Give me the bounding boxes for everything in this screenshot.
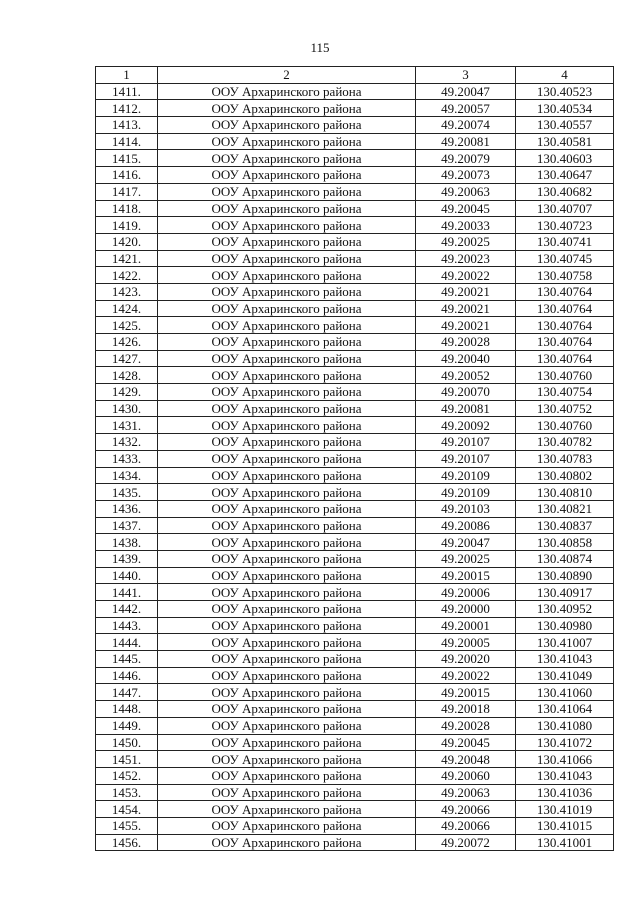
longitude-cell: 130.41019	[516, 801, 614, 818]
longitude-cell: 130.40760	[516, 367, 614, 384]
organization-cell: ООУ Архаринского района	[158, 150, 416, 167]
longitude-cell: 130.40647	[516, 167, 614, 184]
organization-cell: ООУ Архаринского района	[158, 567, 416, 584]
organization-cell: ООУ Архаринского района	[158, 584, 416, 601]
table-body	[96, 83, 614, 851]
organization-cell: ООУ Архаринского района	[158, 767, 416, 784]
longitude-cell: 130.40745	[516, 250, 614, 267]
latitude-cell: 49.20081	[416, 400, 516, 417]
row-number-cell: 1425.	[96, 317, 158, 334]
latitude-cell: 49.20103	[416, 500, 516, 517]
row-number-cell: 1442.	[96, 601, 158, 618]
longitude-cell: 130.41049	[516, 667, 614, 684]
latitude-cell: 49.20020	[416, 651, 516, 668]
table-row	[96, 550, 614, 567]
latitude-cell: 49.20107	[416, 450, 516, 467]
organization-cell: ООУ Архаринского района	[158, 734, 416, 751]
column-header: 3	[416, 67, 516, 84]
longitude-cell: 130.41043	[516, 767, 614, 784]
longitude-cell: 130.40603	[516, 150, 614, 167]
row-number-cell: 1413.	[96, 117, 158, 134]
latitude-cell: 49.20018	[416, 701, 516, 718]
organization-cell: ООУ Архаринского района	[158, 467, 416, 484]
table-row	[96, 784, 614, 801]
table-row	[96, 250, 614, 267]
longitude-cell: 130.41036	[516, 784, 614, 801]
organization-cell: ООУ Архаринского района	[158, 283, 416, 300]
latitude-cell: 49.20079	[416, 150, 516, 167]
organization-cell: ООУ Архаринского района	[158, 117, 416, 134]
longitude-cell: 130.41001	[516, 834, 614, 851]
longitude-cell: 130.40764	[516, 300, 614, 317]
organization-cell: ООУ Архаринского района	[158, 334, 416, 351]
latitude-cell: 49.20072	[416, 834, 516, 851]
organization-cell: ООУ Архаринского района	[158, 667, 416, 684]
organization-cell: ООУ Архаринского района	[158, 701, 416, 718]
row-number-cell: 1453.	[96, 784, 158, 801]
table-row	[96, 500, 614, 517]
longitude-cell: 130.41064	[516, 701, 614, 718]
organization-cell: ООУ Архаринского района	[158, 133, 416, 150]
table-row	[96, 817, 614, 834]
latitude-cell: 49.20021	[416, 300, 516, 317]
longitude-cell: 130.40723	[516, 217, 614, 234]
latitude-cell: 49.20033	[416, 217, 516, 234]
row-number-cell: 1447.	[96, 684, 158, 701]
table-row	[96, 317, 614, 334]
row-number-cell: 1417.	[96, 183, 158, 200]
organization-cell: ООУ Архаринского района	[158, 651, 416, 668]
organization-cell: ООУ Архаринского района	[158, 83, 416, 100]
table-row	[96, 117, 614, 134]
organization-cell: ООУ Архаринского района	[158, 717, 416, 734]
latitude-cell: 49.20021	[416, 317, 516, 334]
latitude-cell: 49.20028	[416, 334, 516, 351]
longitude-cell: 130.40758	[516, 267, 614, 284]
latitude-cell: 49.20025	[416, 233, 516, 250]
latitude-cell: 49.20073	[416, 167, 516, 184]
row-number-cell: 1429.	[96, 384, 158, 401]
organization-cell: ООУ Архаринского района	[158, 217, 416, 234]
table-row	[96, 267, 614, 284]
latitude-cell: 49.20022	[416, 267, 516, 284]
table-row	[96, 734, 614, 751]
table-row	[96, 150, 614, 167]
latitude-cell: 49.20060	[416, 767, 516, 784]
latitude-cell: 49.20028	[416, 717, 516, 734]
longitude-cell: 130.40760	[516, 417, 614, 434]
row-number-cell: 1451.	[96, 751, 158, 768]
longitude-cell: 130.40707	[516, 200, 614, 217]
organization-cell: ООУ Архаринского района	[158, 400, 416, 417]
longitude-cell: 130.40821	[516, 500, 614, 517]
row-number-cell: 1412.	[96, 100, 158, 117]
row-number-cell: 1448.	[96, 701, 158, 718]
table-row	[96, 767, 614, 784]
table-row	[96, 334, 614, 351]
coordinates-table	[95, 66, 614, 851]
latitude-cell: 49.20001	[416, 617, 516, 634]
row-number-cell: 1455.	[96, 817, 158, 834]
organization-cell: ООУ Архаринского района	[158, 200, 416, 217]
table-row	[96, 100, 614, 117]
table-row	[96, 384, 614, 401]
table-row	[96, 467, 614, 484]
longitude-cell: 130.40523	[516, 83, 614, 100]
longitude-cell: 130.40581	[516, 133, 614, 150]
latitude-cell: 49.20052	[416, 367, 516, 384]
latitude-cell: 49.20000	[416, 601, 516, 618]
organization-cell: ООУ Архаринского района	[158, 100, 416, 117]
organization-cell: ООУ Архаринского района	[158, 801, 416, 818]
row-number-cell: 1441.	[96, 584, 158, 601]
latitude-cell: 49.20109	[416, 484, 516, 501]
latitude-cell: 49.20023	[416, 250, 516, 267]
row-number-cell: 1449.	[96, 717, 158, 734]
row-number-cell: 1421.	[96, 250, 158, 267]
table-row	[96, 584, 614, 601]
row-number-cell: 1433.	[96, 450, 158, 467]
longitude-cell: 130.40858	[516, 534, 614, 551]
latitude-cell: 49.20086	[416, 517, 516, 534]
row-number-cell: 1430.	[96, 400, 158, 417]
latitude-cell: 49.20015	[416, 684, 516, 701]
latitude-cell: 49.20047	[416, 534, 516, 551]
row-number-cell: 1424.	[96, 300, 158, 317]
latitude-cell: 49.20006	[416, 584, 516, 601]
table-row	[96, 450, 614, 467]
longitude-cell: 130.40890	[516, 567, 614, 584]
organization-cell: ООУ Архаринского района	[158, 417, 416, 434]
latitude-cell: 49.20066	[416, 801, 516, 818]
longitude-cell: 130.40741	[516, 233, 614, 250]
latitude-cell: 49.20092	[416, 417, 516, 434]
column-header: 2	[158, 67, 416, 84]
row-number-cell: 1414.	[96, 133, 158, 150]
latitude-cell: 49.20021	[416, 283, 516, 300]
organization-cell: ООУ Архаринского района	[158, 434, 416, 451]
latitude-cell: 49.20063	[416, 183, 516, 200]
longitude-cell: 130.40980	[516, 617, 614, 634]
longitude-cell: 130.40752	[516, 400, 614, 417]
table-row	[96, 651, 614, 668]
row-number-cell: 1446.	[96, 667, 158, 684]
longitude-cell: 130.40952	[516, 601, 614, 618]
table-row	[96, 400, 614, 417]
row-number-cell: 1454.	[96, 801, 158, 818]
organization-cell: ООУ Архаринского района	[158, 834, 416, 851]
row-number-cell: 1415.	[96, 150, 158, 167]
organization-cell: ООУ Архаринского района	[158, 500, 416, 517]
row-number-cell: 1438.	[96, 534, 158, 551]
row-number-cell: 1445.	[96, 651, 158, 668]
row-number-cell: 1418.	[96, 200, 158, 217]
latitude-cell: 49.20022	[416, 667, 516, 684]
organization-cell: ООУ Архаринского района	[158, 817, 416, 834]
longitude-cell: 130.40837	[516, 517, 614, 534]
longitude-cell: 130.41015	[516, 817, 614, 834]
organization-cell: ООУ Архаринского района	[158, 167, 416, 184]
table-row	[96, 283, 614, 300]
longitude-cell: 130.40754	[516, 384, 614, 401]
row-number-cell: 1431.	[96, 417, 158, 434]
table-row	[96, 167, 614, 184]
table-row	[96, 534, 614, 551]
latitude-cell: 49.20109	[416, 467, 516, 484]
row-number-cell: 1422.	[96, 267, 158, 284]
table-row	[96, 667, 614, 684]
row-number-cell: 1411.	[96, 83, 158, 100]
latitude-cell: 49.20048	[416, 751, 516, 768]
table-row	[96, 434, 614, 451]
column-header: 4	[516, 67, 614, 84]
row-number-cell: 1435.	[96, 484, 158, 501]
latitude-cell: 49.20081	[416, 133, 516, 150]
organization-cell: ООУ Архаринского района	[158, 450, 416, 467]
table-header-row	[96, 67, 614, 84]
row-number-cell: 1437.	[96, 517, 158, 534]
row-number-cell: 1444.	[96, 634, 158, 651]
latitude-cell: 49.20040	[416, 350, 516, 367]
table-row	[96, 801, 614, 818]
longitude-cell: 130.40782	[516, 434, 614, 451]
table-row	[96, 300, 614, 317]
row-number-cell: 1439.	[96, 550, 158, 567]
longitude-cell: 130.41072	[516, 734, 614, 751]
organization-cell: ООУ Архаринского района	[158, 183, 416, 200]
longitude-cell: 130.40783	[516, 450, 614, 467]
latitude-cell: 49.20045	[416, 734, 516, 751]
row-number-cell: 1432.	[96, 434, 158, 451]
longitude-cell: 130.41043	[516, 651, 614, 668]
organization-cell: ООУ Архаринского района	[158, 751, 416, 768]
organization-cell: ООУ Архаринского района	[158, 784, 416, 801]
table-row	[96, 217, 614, 234]
organization-cell: ООУ Архаринского района	[158, 250, 416, 267]
latitude-cell: 49.20070	[416, 384, 516, 401]
longitude-cell: 130.40764	[516, 283, 614, 300]
column-header: 1	[96, 67, 158, 84]
organization-cell: ООУ Архаринского района	[158, 617, 416, 634]
organization-cell: ООУ Архаринского района	[158, 317, 416, 334]
organization-cell: ООУ Архаринского района	[158, 267, 416, 284]
table-row	[96, 484, 614, 501]
table-row	[96, 701, 614, 718]
latitude-cell: 49.20063	[416, 784, 516, 801]
table-row	[96, 417, 614, 434]
organization-cell: ООУ Архаринского района	[158, 300, 416, 317]
table-row	[96, 367, 614, 384]
table-row	[96, 133, 614, 150]
table-row	[96, 834, 614, 851]
table-row	[96, 634, 614, 651]
latitude-cell: 49.20107	[416, 434, 516, 451]
table-row	[96, 233, 614, 250]
longitude-cell: 130.41007	[516, 634, 614, 651]
latitude-cell: 49.20074	[416, 117, 516, 134]
table-row	[96, 717, 614, 734]
row-number-cell: 1427.	[96, 350, 158, 367]
row-number-cell: 1416.	[96, 167, 158, 184]
row-number-cell: 1426.	[96, 334, 158, 351]
longitude-cell: 130.40810	[516, 484, 614, 501]
organization-cell: ООУ Архаринского района	[158, 517, 416, 534]
latitude-cell: 49.20005	[416, 634, 516, 651]
longitude-cell: 130.41060	[516, 684, 614, 701]
organization-cell: ООУ Архаринского района	[158, 350, 416, 367]
row-number-cell: 1423.	[96, 283, 158, 300]
latitude-cell: 49.20057	[416, 100, 516, 117]
longitude-cell: 130.41080	[516, 717, 614, 734]
latitude-cell: 49.20015	[416, 567, 516, 584]
organization-cell: ООУ Архаринского района	[158, 550, 416, 567]
longitude-cell: 130.40682	[516, 183, 614, 200]
longitude-cell: 130.41066	[516, 751, 614, 768]
longitude-cell: 130.40764	[516, 317, 614, 334]
longitude-cell: 130.40874	[516, 550, 614, 567]
page-number: 115	[310, 40, 330, 55]
longitude-cell: 130.40557	[516, 117, 614, 134]
table-row	[96, 684, 614, 701]
organization-cell: ООУ Архаринского района	[158, 634, 416, 651]
organization-cell: ООУ Архаринского района	[158, 684, 416, 701]
table-row	[96, 350, 614, 367]
latitude-cell: 49.20047	[416, 83, 516, 100]
organization-cell: ООУ Архаринского района	[158, 384, 416, 401]
row-number-cell: 1428.	[96, 367, 158, 384]
longitude-cell: 130.40534	[516, 100, 614, 117]
longitude-cell: 130.40764	[516, 350, 614, 367]
row-number-cell: 1452.	[96, 767, 158, 784]
row-number-cell: 1419.	[96, 217, 158, 234]
row-number-cell: 1434.	[96, 467, 158, 484]
latitude-cell: 49.20045	[416, 200, 516, 217]
latitude-cell: 49.20025	[416, 550, 516, 567]
row-number-cell: 1436.	[96, 500, 158, 517]
row-number-cell: 1440.	[96, 567, 158, 584]
table-row	[96, 567, 614, 584]
table-row	[96, 83, 614, 100]
table-row	[96, 617, 614, 634]
latitude-cell: 49.20066	[416, 817, 516, 834]
table-row	[96, 517, 614, 534]
row-number-cell: 1443.	[96, 617, 158, 634]
organization-cell: ООУ Архаринского района	[158, 601, 416, 618]
longitude-cell: 130.40917	[516, 584, 614, 601]
table-row	[96, 183, 614, 200]
table-row	[96, 200, 614, 217]
organization-cell: ООУ Архаринского района	[158, 484, 416, 501]
table-row	[96, 601, 614, 618]
row-number-cell: 1420.	[96, 233, 158, 250]
longitude-cell: 130.40802	[516, 467, 614, 484]
table-row	[96, 751, 614, 768]
longitude-cell: 130.40764	[516, 334, 614, 351]
row-number-cell: 1450.	[96, 734, 158, 751]
organization-cell: ООУ Архаринского района	[158, 367, 416, 384]
row-number-cell: 1456.	[96, 834, 158, 851]
organization-cell: ООУ Архаринского района	[158, 233, 416, 250]
organization-cell: ООУ Архаринского района	[158, 534, 416, 551]
